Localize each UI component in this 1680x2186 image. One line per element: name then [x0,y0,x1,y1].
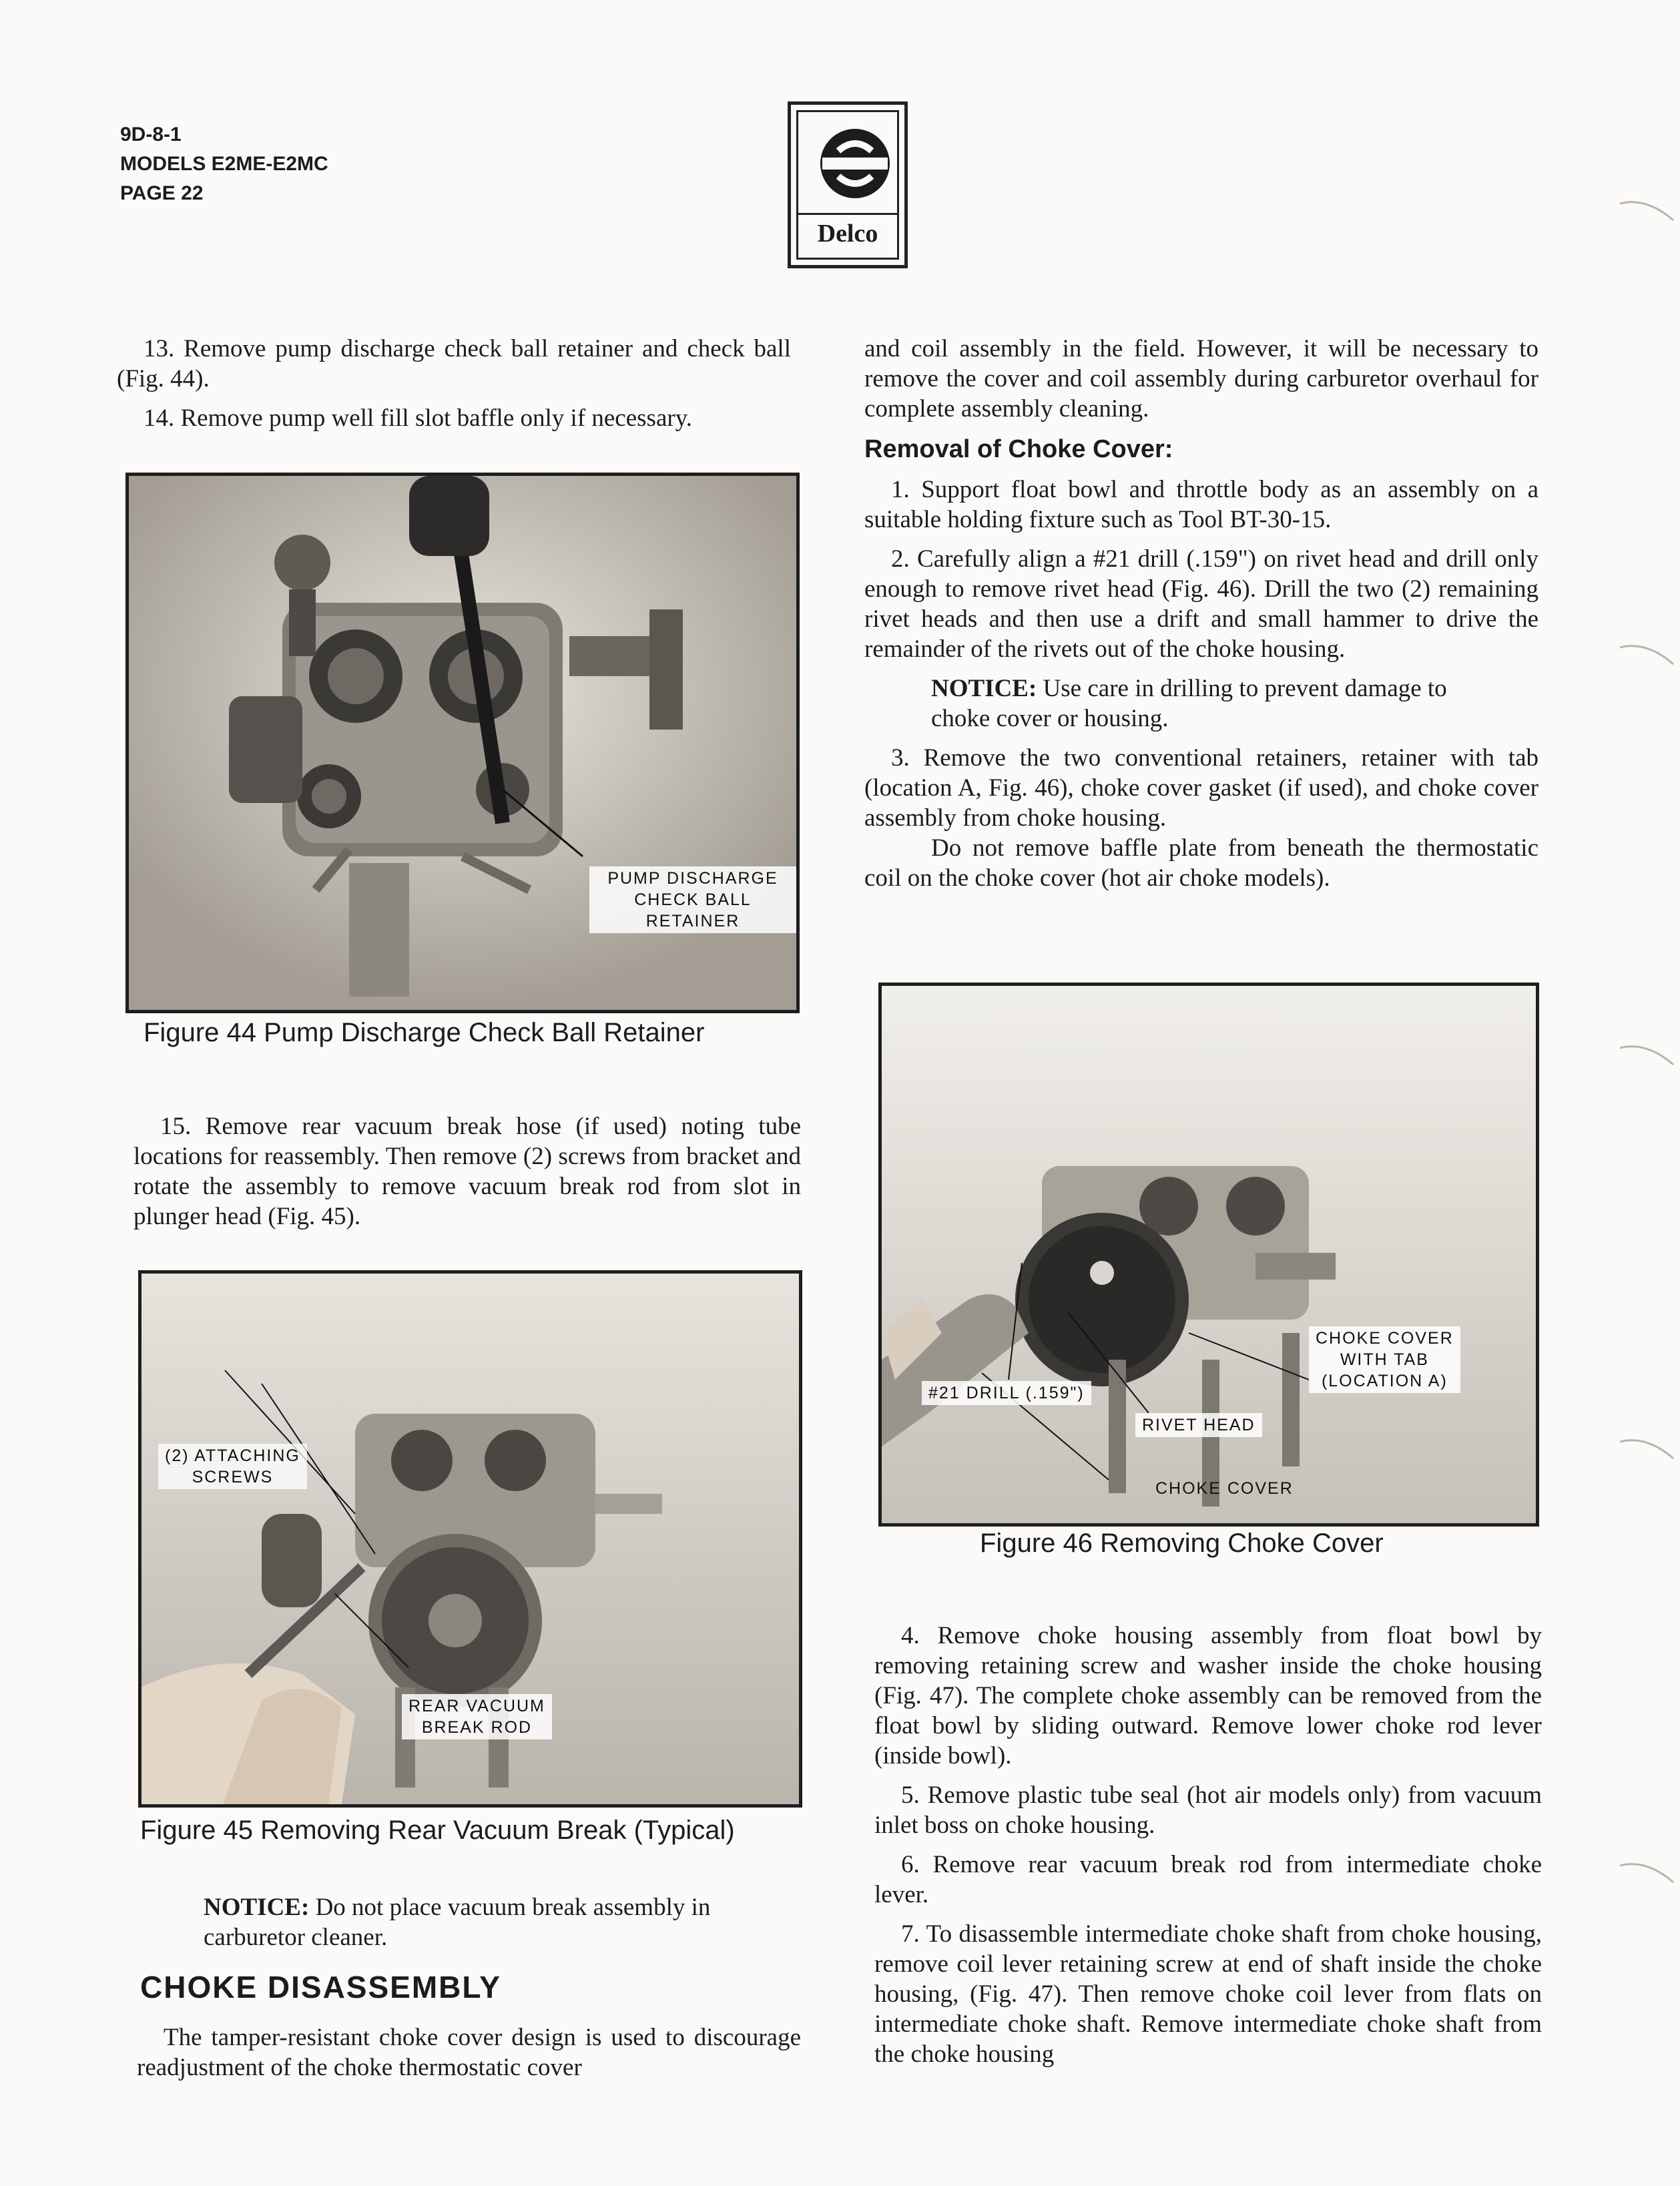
logo-wordmark: Delco [798,213,897,248]
removal-step-2: 2. Carefully align a #21 drill (.159") on rivet head and drill only enough to remove rivet head (Fig. 46). Drill the two (2) remaining rivet heads and then use a drift and small hammer to drive the remainder of the rivets out of the choke housing. [864,545,1538,663]
step-15: 15. Remove rear vacuum break hose (if used) noting tube locations for reassembly. Then remove (2) screws from bracket and rotate the assembly to remove vacuum break rod from slot in plunger head (Fig. 45). [133,1113,801,1230]
figure-46-caption: Figure 46 Removing Choke Cover [980,1529,1384,1558]
callout-choke-cover-tab: CHOKE COVER WITH TAB (LOCATION A) [1309,1326,1460,1393]
section-heading-choke-disassembly: CHOKE DISASSEMBLY [140,1970,501,2004]
step-14: 14. Remove pump well fill slot baffle only if necessary. [144,404,693,432]
step-15-block [133,1111,801,1241]
step-13: 13. Remove pump discharge check ball retainer and check ball (Fig. 44). [117,335,791,392]
callout-drill: #21 DRILL (.159") [922,1381,1091,1405]
header-block [120,120,328,208]
removal-step-7: 7. To disassemble intermediate choke shaft from choke housing, remove coil lever retaining screw at end of shaft inside the choke housing, (Fig. 47). Then remove choke coil lever from flats on intermediate choke shaft. Remove intermediate choke shaft from the choke housing [874,1920,1542,2068]
subheading-removal-choke-cover: Removal of Choke Cover: [864,435,1173,463]
notice-drilling [864,673,1538,734]
callout-attaching-screws: (2) ATTACHING SCREWS [158,1444,307,1489]
callout-choke-cover: CHOKE COVER [1155,1479,1294,1498]
left-notice-block [140,1892,801,1962]
figure-45-photo [138,1270,802,1808]
delco-logo [788,101,908,268]
choke-intro: The tamper-resistant choke cover design is used to discourage readjustment of the choke thermostatic cover [137,2024,801,2081]
callout-pump-discharge: PUMP DISCHARGE CHECK BALL RETAINER [589,866,796,933]
removal-step-3-note: Do not remove baffle plate from beneath the thermostatic coil on the choke cover (hot air choke models). [864,834,1538,892]
choke-intro-block [137,2022,801,2092]
binder-hole-mark [1620,1435,1680,1462]
notice-label: NOTICE: [204,1894,310,1921]
binder-hole-mark [1620,1859,1680,1886]
notice-vacuum-break [140,1892,801,1952]
binder-hole-mark [1620,197,1680,224]
notice-label: NOTICE: [931,675,1037,702]
right-column-top [864,334,1538,902]
left-column-top [117,334,791,443]
right-column-bottom [874,1621,1542,2079]
removal-step-5: 5. Remove plastic tube seal (hot air models only) from vacuum inlet boss on choke housing. [874,1782,1542,1839]
removal-step-6: 6. Remove rear vacuum break rod from intermediate choke lever. [874,1851,1542,1908]
removal-step-3: 3. Remove the two conventional retainers, retainer with tab (location A, Fig. 46), choke cover gasket (if used), and choke cover assembly from choke housing. [864,744,1538,832]
choke-intro-continued: and coil assembly in the field. However, it will be necessary to remove the cover and coil assembly during carburetor overhaul for complete assembly cleaning. [864,335,1538,423]
notice-text: Use care in drilling to prevent damage to choke cover or housing. [931,675,1447,732]
binder-hole-mark [1620,641,1680,667]
carburetor-photo-46 [882,986,1536,1523]
removal-step-1: 1. Support float bowl and throttle body as an assembly on a suitable holding fixture such as Tool BT-30-15. [864,476,1538,533]
section-number: 9D-8-1 [120,123,182,146]
delco-emblem-icon [818,127,892,200]
page-number: PAGE 22 [120,182,204,204]
figure-44-caption: Figure 44 Pump Discharge Check Ball Retainer [144,1018,705,1047]
callout-rear-vacuum-break-rod: REAR VACUUM BREAK ROD [402,1694,552,1739]
removal-step-4: 4. Remove choke housing assembly from float bowl by removing retaining screw and washer inside the choke housing (Fig. 47). The complete choke assembly can be removed from the float bowl by sliding outward. Remove lower choke rod lever (inside bowl). [874,1622,1542,1769]
models-label: MODELS E2ME-E2MC [120,153,328,175]
notice-text: Do not place vacuum break assembly in carburetor cleaner. [204,1894,711,1951]
figure-45-caption: Figure 45 Removing Rear Vacuum Break (Typical) [140,1816,735,1845]
figure-46-photo [878,983,1539,1527]
binder-hole-mark [1620,1041,1680,1068]
figure-44-photo [125,473,800,1013]
callout-rivet-head: RIVET HEAD [1135,1413,1262,1437]
